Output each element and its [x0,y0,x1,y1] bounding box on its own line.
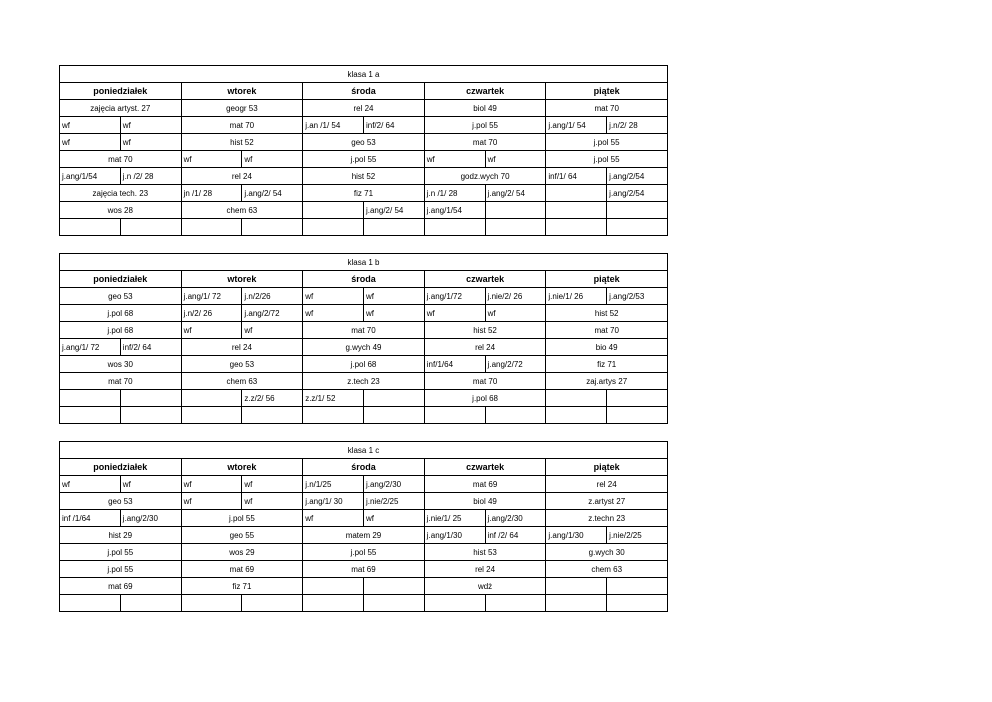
lesson-cell: j.ang/2/54 [607,185,668,202]
lesson-cell: hist 52 [181,134,303,151]
lesson-cell: wos 28 [60,202,182,219]
lesson-cell: wf [303,288,364,305]
lesson-cell: fiz 71 [546,356,668,373]
lesson-cell [485,219,546,236]
lesson-cell: mat 70 [60,373,182,390]
lesson-row [60,356,668,373]
lesson-cell: j.ang/2/ 54 [485,185,546,202]
day-header: środa [303,83,425,100]
lesson-row [60,202,668,219]
lesson-row [60,476,668,493]
lesson-cell: mat 70 [546,322,668,339]
lesson-cell: wf [181,493,242,510]
table-title-row [60,442,668,459]
lesson-cell: rel 24 [303,100,425,117]
lesson-cell: j.pol 68 [303,356,425,373]
lesson-cell: wf [120,476,181,493]
lesson-cell: rel 24 [546,476,668,493]
lesson-cell [303,202,364,219]
day-header: wtorek [181,271,303,288]
lesson-cell: j.pol 68 [60,322,182,339]
lesson-cell: rel 24 [424,561,546,578]
lesson-cell: mat 70 [60,151,182,168]
lesson-cell: j.ang/1/72 [424,288,485,305]
day-header: czwartek [424,83,546,100]
lesson-cell: wf [181,322,242,339]
timetable-klasa-1b [59,253,668,424]
lesson-cell: chem 63 [181,373,303,390]
lesson-cell [424,595,485,612]
day-header-row [60,459,668,476]
lesson-row [60,527,668,544]
lesson-cell: wf [242,476,303,493]
table-title-row [60,254,668,271]
lesson-cell [607,219,668,236]
lesson-cell: wf [242,322,303,339]
lesson-cell [242,407,303,424]
lesson-cell: hist 52 [424,322,546,339]
lesson-row [60,510,668,527]
lesson-cell [485,595,546,612]
lesson-cell: chem 63 [546,561,668,578]
lesson-row [60,168,668,185]
day-header: czwartek [424,271,546,288]
lesson-cell: j.ang/2/ 54 [363,202,424,219]
lesson-cell: inf/2/ 64 [120,339,181,356]
lesson-cell: j.ang/2/54 [607,168,668,185]
lesson-cell: j.ang/1/ 72 [181,288,242,305]
lesson-cell: biol 49 [424,100,546,117]
lesson-cell: j.ang/2/ 54 [242,185,303,202]
lesson-cell: z.z/1/ 52 [303,390,364,407]
lesson-row [60,305,668,322]
lesson-cell: j.pol 55 [303,544,425,561]
lesson-cell [120,390,181,407]
lesson-cell: wf [181,476,242,493]
lesson-cell: geo 53 [60,493,182,510]
lesson-cell: mat 70 [424,373,546,390]
lesson-cell: wf [485,305,546,322]
lesson-cell: j.an /1/ 54 [303,117,364,134]
lesson-cell [242,219,303,236]
day-header-row [60,83,668,100]
day-header: środa [303,271,425,288]
lesson-cell: wdż [424,578,546,595]
lesson-cell [424,407,485,424]
lesson-cell [546,407,607,424]
lesson-cell: j.nie/2/ 26 [485,288,546,305]
lesson-row [60,373,668,390]
lesson-cell: inf/1/64 [424,356,485,373]
lesson-cell: wf [424,151,485,168]
day-header: poniedziałek [60,271,182,288]
lesson-cell: j.n/2/ 26 [181,305,242,322]
lesson-cell: j.n/2/ 28 [607,117,668,134]
day-header: piątek [546,459,668,476]
lesson-cell: j.nie/1/ 25 [424,510,485,527]
lesson-cell: j.ang/2/30 [363,476,424,493]
lesson-cell [607,595,668,612]
lesson-cell: j.pol 55 [546,134,668,151]
day-header: czwartek [424,459,546,476]
lesson-cell: geogr 53 [181,100,303,117]
lesson-row [60,561,668,578]
lesson-cell: wf [485,151,546,168]
lesson-cell: mat 70 [181,117,303,134]
class-title: klasa 1 a [60,66,668,83]
lesson-cell: mat 69 [303,561,425,578]
lesson-cell: j.pol 55 [424,117,546,134]
lesson-cell: j.ang/1/ 54 [546,117,607,134]
timetable-klasa-1a [59,65,668,236]
lesson-cell [181,407,242,424]
lesson-cell: wf [363,288,424,305]
lesson-row [60,219,668,236]
day-header: wtorek [181,83,303,100]
lesson-cell: mat 70 [303,322,425,339]
lesson-cell: wf [60,476,121,493]
lesson-cell: j.n/1/25 [303,476,364,493]
lesson-cell: mat 70 [546,100,668,117]
lesson-row [60,407,668,424]
lesson-cell: z.artyst 27 [546,493,668,510]
lesson-row [60,100,668,117]
day-header: poniedziałek [60,83,182,100]
lesson-cell [303,407,364,424]
lesson-cell: inf /1/64 [60,510,121,527]
lesson-cell: j.pol 55 [546,151,668,168]
lesson-cell: wf [242,151,303,168]
lesson-cell [60,595,121,612]
lesson-cell [303,578,364,595]
lesson-cell [181,219,242,236]
lesson-cell [60,390,121,407]
class-title: klasa 1 c [60,442,668,459]
lesson-cell: j.ang/1/54 [424,202,485,219]
lesson-cell: j.nie/2/25 [363,493,424,510]
lesson-cell [363,390,424,407]
lesson-cell: hist 52 [303,168,425,185]
lesson-cell: g.wych 30 [546,544,668,561]
table-title-row [60,66,668,83]
lesson-row [60,595,668,612]
lesson-cell: wf [242,493,303,510]
lesson-cell: chem 63 [181,202,303,219]
lesson-cell: wf [424,305,485,322]
timetable [59,441,668,612]
lesson-row [60,151,668,168]
lesson-cell: z.tech 23 [303,373,425,390]
lesson-cell [607,202,668,219]
lesson-cell: j.pol 68 [424,390,546,407]
lesson-cell [120,219,181,236]
lesson-cell: fiz 71 [181,578,303,595]
lesson-cell [242,595,303,612]
lesson-cell [303,219,364,236]
lesson-cell: j.pol 68 [60,305,182,322]
lesson-cell: mat 69 [424,476,546,493]
lesson-cell: j.ang/1/ 72 [60,339,121,356]
lesson-cell: wf [303,305,364,322]
lesson-row [60,578,668,595]
lesson-cell [60,219,121,236]
lesson-row [60,322,668,339]
lesson-cell: j.nie/1/ 26 [546,288,607,305]
lesson-cell: wf [60,117,121,134]
lesson-cell [546,202,607,219]
lesson-cell: hist 52 [546,305,668,322]
lesson-cell: rel 24 [181,168,303,185]
lesson-cell: j.ang/1/30 [546,527,607,544]
lesson-cell [181,390,242,407]
lesson-cell: mat 69 [181,561,303,578]
lesson-row [60,339,668,356]
lesson-row [60,134,668,151]
lesson-cell [363,578,424,595]
lesson-cell: wf [60,134,121,151]
lesson-cell: j.n/2/26 [242,288,303,305]
lesson-cell [546,578,607,595]
timetable-klasa-1c [59,441,668,612]
lesson-cell: mat 70 [424,134,546,151]
day-header-row [60,271,668,288]
lesson-cell: zaj.artys 27 [546,373,668,390]
lesson-cell: wf [303,510,364,527]
lesson-cell: jn /1/ 28 [181,185,242,202]
lesson-cell: j.ang/1/30 [424,527,485,544]
lesson-cell: bio 49 [546,339,668,356]
lesson-row [60,185,668,202]
day-header: środa [303,459,425,476]
lesson-row [60,390,668,407]
lesson-cell: j.pol 55 [60,561,182,578]
lesson-cell: z.techn 23 [546,510,668,527]
lesson-cell: wf [181,151,242,168]
lesson-cell: rel 24 [424,339,546,356]
lesson-cell [546,595,607,612]
lesson-cell: matem 29 [303,527,425,544]
lesson-cell: wf [120,117,181,134]
lesson-cell [303,595,364,612]
lesson-cell [424,219,485,236]
timetable [59,65,668,236]
lesson-cell: hist 53 [424,544,546,561]
lesson-cell: inf /2/ 64 [485,527,546,544]
lesson-cell: j.pol 55 [60,544,182,561]
lesson-cell: wf [363,510,424,527]
lesson-cell: inf/2/ 64 [363,117,424,134]
lesson-cell: g.wych 49 [303,339,425,356]
lesson-cell: j.ang/2/53 [607,288,668,305]
lesson-cell [485,407,546,424]
lesson-row [60,288,668,305]
lesson-cell [363,219,424,236]
lesson-cell [546,219,607,236]
lesson-cell: j.n /1/ 28 [424,185,485,202]
lesson-cell [120,407,181,424]
lesson-cell: hist 29 [60,527,182,544]
lesson-row [60,544,668,561]
lesson-cell: geo 53 [303,134,425,151]
lesson-cell: j.nie/2/25 [607,527,668,544]
lesson-cell [607,407,668,424]
lesson-row [60,493,668,510]
lesson-cell: zajęcia artyst. 27 [60,100,182,117]
lesson-cell: geo 53 [60,288,182,305]
lesson-cell: j.ang/2/72 [485,356,546,373]
lesson-cell: wf [120,134,181,151]
lesson-cell: inf/1/ 64 [546,168,607,185]
lesson-cell: wf [363,305,424,322]
lesson-cell: j.pol 55 [181,510,303,527]
lesson-cell: zajęcia tech. 23 [60,185,182,202]
lesson-cell: wos 29 [181,544,303,561]
lesson-cell [607,390,668,407]
lesson-cell: wos 30 [60,356,182,373]
lesson-cell: j.ang/2/30 [485,510,546,527]
lesson-cell [60,407,121,424]
day-header: wtorek [181,459,303,476]
lesson-cell: mat 69 [60,578,182,595]
class-title: klasa 1 b [60,254,668,271]
lesson-cell [363,595,424,612]
lesson-cell: z.z/2/ 56 [242,390,303,407]
lesson-cell: fiz 71 [303,185,425,202]
lesson-cell [363,407,424,424]
lesson-cell [485,202,546,219]
timetable [59,253,668,424]
lesson-cell: j.n /2/ 28 [120,168,181,185]
lesson-cell [607,578,668,595]
day-header: poniedziałek [60,459,182,476]
lesson-cell: j.ang/2/30 [120,510,181,527]
lesson-cell: biol 49 [424,493,546,510]
lesson-cell: geo 53 [181,356,303,373]
day-header: piątek [546,271,668,288]
lesson-cell [120,595,181,612]
lesson-row [60,117,668,134]
lesson-cell: rel 24 [181,339,303,356]
lesson-cell: godz.wych 70 [424,168,546,185]
lesson-cell: j.pol 55 [303,151,425,168]
lesson-cell: j.ang/2/72 [242,305,303,322]
lesson-cell [546,390,607,407]
lesson-cell [181,595,242,612]
lesson-cell: j.ang/1/54 [60,168,121,185]
lesson-cell: geo 55 [181,527,303,544]
lesson-cell [546,185,607,202]
day-header: piątek [546,83,668,100]
lesson-cell: j.ang/1/ 30 [303,493,364,510]
